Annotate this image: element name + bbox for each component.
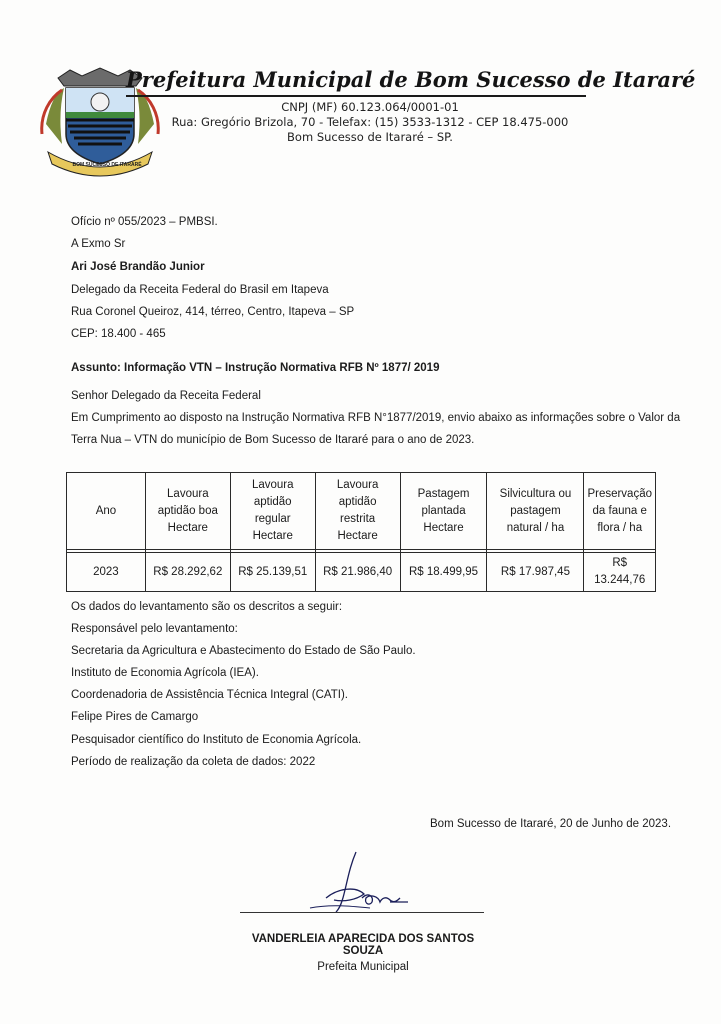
details-responsible-label: Responsável pelo levantamento:: [71, 623, 238, 635]
letter-body-line-2: Terra Nua – VTN do município de Bom Sucesso de Itararé para o ano de 2023.: [71, 434, 475, 446]
recipient-cep: CEP: 18.400 - 465: [71, 328, 166, 340]
letterhead-divider: [126, 95, 586, 97]
letterhead-title: Prefeitura Municipal de Bom Sucesso de Itararé: [126, 67, 696, 92]
details-line: Instituto de Economia Agrícola (IEA).: [71, 667, 259, 679]
header-cell-lavoura-regular: Lavoura aptidão regular Hectare: [230, 473, 315, 550]
cell-value: R$ 21.986,40: [315, 553, 400, 592]
details-line: Período de realização da coleta de dados: 2022: [71, 756, 316, 768]
vtn-values-table: [66, 472, 656, 592]
letter-reference: Ofício nº 055/2023 – PMBSI.: [71, 216, 218, 228]
table-header-row: [67, 473, 656, 550]
cell-value: R$ 28.292,62: [145, 553, 230, 592]
cell-year: 2023: [67, 553, 146, 592]
details-line: Coordenadoria de Assistência Técnica Integral (CATI).: [71, 689, 348, 701]
header-cell-ano: Ano: [67, 473, 146, 550]
letterhead-city: Bom Sucesso de Itararé – SP.: [287, 130, 453, 144]
recipient-address: Rua Coronel Queiroz, 414, térreo, Centro, Itapeva – SP: [71, 306, 355, 318]
header-cell-pastagem: Pastagem plantada Hectare: [400, 473, 487, 550]
recipient-name: Ari José Brandão Junior: [71, 261, 205, 273]
closing-date-line: Bom Sucesso de Itararé, 20 de Junho de 2023.: [430, 818, 672, 830]
signer-name: VANDERLEIA APARECIDA DOS SANTOS SOUZA: [251, 933, 475, 957]
header-cell-silvicultura: Silvicultura ou pastagem natural / ha: [487, 473, 584, 550]
header-cell-lavoura-restrita: Lavoura aptidão restrita Hectare: [315, 473, 400, 550]
cell-value: R$ 18.499,95: [400, 553, 487, 592]
salutation-to: A Exmo Sr: [71, 238, 126, 250]
table-row: [67, 553, 656, 592]
header-cell-lavoura-boa: Lavoura aptidão boa Hectare: [145, 473, 230, 550]
crest-ribbon-text: BOM SUCESSO DE ITARARÉ: [72, 162, 142, 168]
details-line: Secretaria da Agricultura e Abastecimento do Estado de São Paulo.: [71, 645, 416, 657]
header-cell-preservacao: Preservação da fauna e flora / ha: [584, 473, 656, 550]
letterhead-cnpj: CNPJ (MF) 60.123.064/0001-01: [281, 100, 459, 114]
letterhead-address: Rua: Gregório Brizola, 70 - Telefax: (15) 3533-1312 - CEP 18.475-000: [171, 115, 569, 129]
details-intro: Os dados do levantamento são os descritos a seguir:: [71, 601, 343, 613]
cell-value: R$ 17.987,45: [487, 553, 584, 592]
letter-body-line-1: Em Cumprimento ao disposto na Instrução Normativa RFB N°1877/2019, envio abaixo as informações sobre o Valor da: [71, 412, 681, 424]
cell-value: R$ 13.244,76: [584, 553, 656, 592]
handwritten-signature: [290, 848, 420, 918]
details-line: Pesquisador científico do Instituto de Economia Agrícola.: [71, 734, 362, 746]
cell-value: R$ 25.139,51: [230, 553, 315, 592]
signature-line: [240, 912, 484, 913]
signer-role: Prefeita Municipal: [317, 961, 409, 973]
letter-subject: Assunto: Informação VTN – Instrução Normativa RFB Nº 1877/ 2019: [71, 362, 440, 374]
letter-greeting: Senhor Delegado da Receita Federal: [71, 390, 261, 402]
details-line: Felipe Pires de Camargo: [71, 711, 199, 723]
recipient-role: Delegado da Receita Federal do Brasil em Itapeva: [71, 284, 329, 296]
